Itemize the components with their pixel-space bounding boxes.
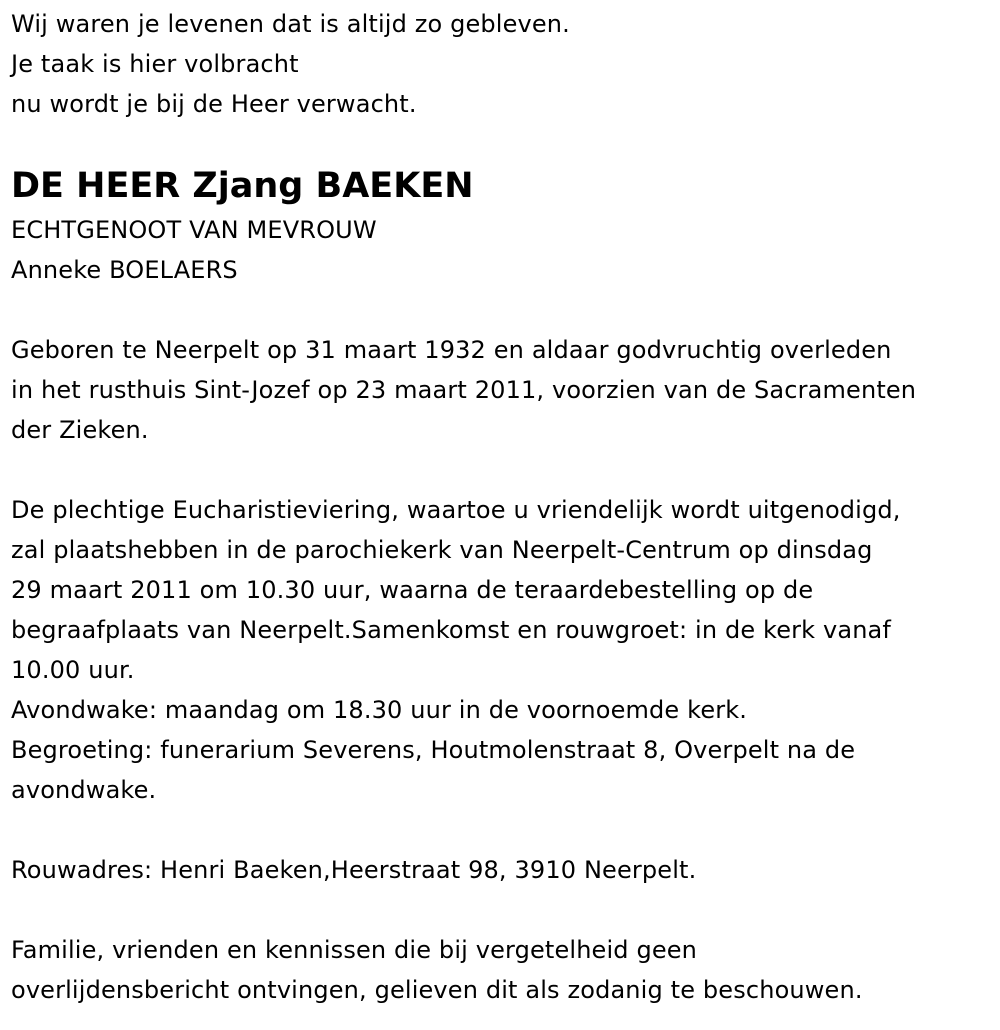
paragraph-line: der Zieken.: [11, 416, 149, 444]
relation: [11, 210, 996, 290]
paragraph-line: Avondwake: maandag om 18.30 uur in de voornoemde kerk.: [11, 696, 748, 724]
paragraph-line: overlijdensbericht ontvingen, gelieven dit als zodanig te beschouwen.: [11, 976, 863, 1004]
paragraph-line: begraafplaats van Neerpelt.Samenkomst en rouwgroet: in de kerk vanaf: [11, 616, 892, 644]
paragraph-line: zal plaatshebben in de parochiekerk van Neerpelt-Centrum op dinsdag: [11, 536, 873, 564]
poem-line: nu wordt je bij de Heer verwacht.: [11, 90, 417, 118]
poem-line: Je taak is hier volbracht: [11, 50, 299, 78]
ceremony-paragraph: [11, 490, 996, 810]
paragraph-line: 10.00 uur.: [11, 656, 135, 684]
relation-line: ECHTGENOOT VAN MEVROUW: [11, 216, 377, 244]
paragraph-line: Geboren te Neerpelt op 31 maart 1932 en aldaar godvruchtig overleden: [11, 336, 892, 364]
relation-line: Anneke BOELAERS: [11, 256, 238, 284]
paragraph-line: Familie, vrienden en kennissen die bij vergetelheid geen: [11, 936, 698, 964]
deceased-name: DE HEER Zjang BAEKEN: [11, 166, 474, 206]
mourning-address: [11, 850, 996, 890]
paragraph-line: avondwake.: [11, 776, 157, 804]
address-line: Rouwadres: Henri Baeken,Heerstraat 98, 3910 Neerpelt.: [11, 856, 697, 884]
paragraph-line: De plechtige Eucharistieviering, waartoe u vriendelijk wordt uitgenodigd,: [11, 496, 901, 524]
closing-paragraph: [11, 930, 996, 1010]
obituary-notice: [11, 0, 996, 1010]
poem: [11, 4, 996, 124]
birth-death-paragraph: [11, 330, 996, 450]
paragraph-line: Begroeting: funerarium Severens, Houtmolenstraat 8, Overpelt na de: [11, 736, 856, 764]
paragraph-line: in het rusthuis Sint-Jozef op 23 maart 2011, voorzien van de Sacramenten: [11, 376, 917, 404]
poem-line: Wij waren je levenen dat is altijd zo gebleven.: [11, 10, 570, 38]
paragraph-line: 29 maart 2011 om 10.30 uur, waarna de teraardebestelling op de: [11, 576, 814, 604]
